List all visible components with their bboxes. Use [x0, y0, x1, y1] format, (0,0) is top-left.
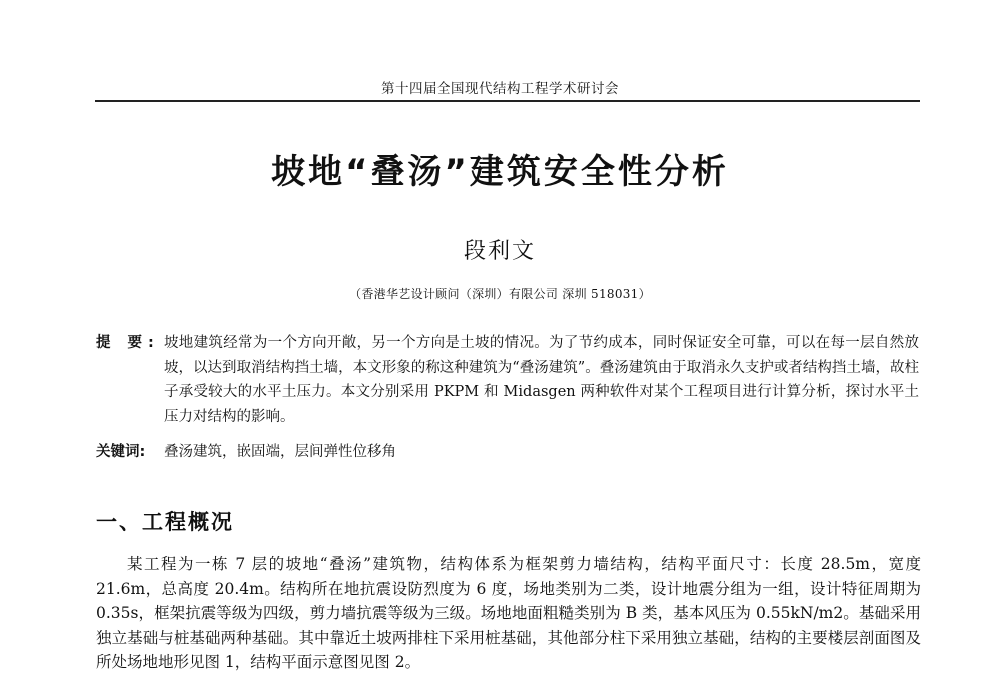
running-header: 第十四届全国现代结构工程学术研讨会 [381, 81, 619, 97]
keywords-label: 关键词: [96, 444, 146, 460]
header-rule [95, 100, 920, 102]
author-name: 段利文 [463, 239, 536, 264]
body-paragraph: 某工程为一栋 7 层的坡地“叠汤”建筑物，结构体系为框架剪力墙结构，结构平面尺寸：长度 28.5m，宽度 21.6m，总高度 20.4m。结构所在地抗震设防烈度为 6 度，场地类别为二类，设计地震分组为一组，设计特征周期为 0.35s，框架抗震等级为四级，剪力墙抗震等级为三级。场地地面粗糙类别为 B 类，基本风压为 0.55kN/m2。基础采用独立基础与桩基础两种基础。其中靠近土坡两排柱下采用桩基础，其他部分柱下采用独立基础，结构的主要楼层剖面图及所处场地地形见图 1，结构平面示意图见图 2。 [96, 555, 921, 671]
abstract-text: 坡地建筑经常为一个方向开敞，另一个方向是土坡的情况。为了节约成本，同时保证安全可靠，可以在每一层自然放坡，以达到取消结构挡土墙，本文形象的称这种建筑为“叠汤建筑”。叠汤建筑由于取消永久支护或者结构挡土墙，故柱子承受较大的水平土压力。本文分别采用 PKPM 和 Midasgen 两种软件对某个工程项目进行计算分析，探讨水平土压力对结构的影响。 [164, 335, 919, 425]
author-affiliation: （香港华艺设计顾问（深圳）有限公司 深圳 518031） [349, 287, 651, 301]
paper-title: 坡地“叠汤”建筑安全性分析 [271, 152, 729, 192]
section-body [96, 552, 921, 675]
section-heading: 一、工程概况 [96, 510, 234, 534]
keywords-text: 叠汤建筑，嵌固端，层间弹性位移角 [164, 444, 396, 460]
abstract-label: 提 要: [96, 335, 160, 351]
